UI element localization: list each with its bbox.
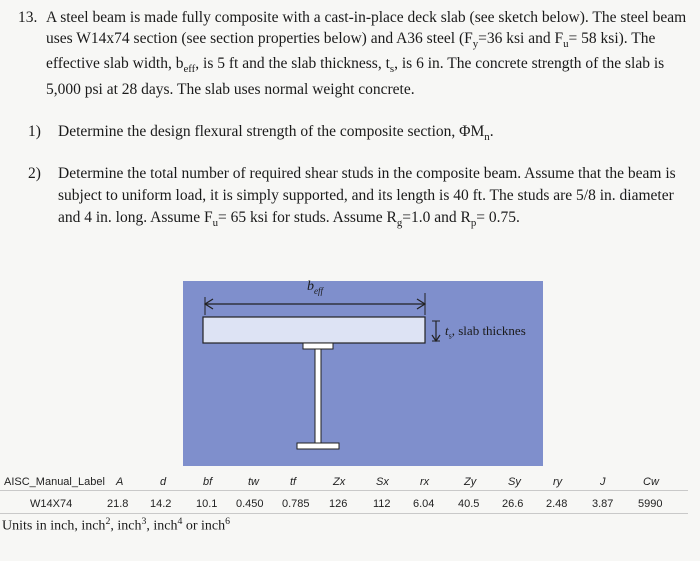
header-Sy: Sy [508, 476, 521, 488]
table-cell-Sx: 112 [373, 498, 391, 510]
i-beam-top-flange [303, 343, 333, 349]
beff-label: $b_{eff}$ [307, 279, 323, 296]
header-d: d [160, 476, 167, 488]
table-cell-tf: 0.785 [282, 498, 310, 510]
table-cell-label: W14X74 [30, 498, 73, 510]
problem-statement [18, 8, 690, 100]
i-beam-bottom-flange [297, 443, 339, 449]
table-cell-tw: 0.450 [236, 498, 264, 510]
header-Cw: Cw [643, 476, 659, 488]
table-cell-J: 3.87 [592, 498, 614, 510]
header-tw: tw [248, 476, 259, 488]
part-1: 1) Determine the design flexural strength of the composite section, $\Phi M_n$. [28, 123, 494, 144]
header-ry: ry [553, 476, 563, 488]
table-cell-Cw: 5990 [638, 498, 663, 510]
header-Sx: Sx [376, 476, 389, 488]
header-Zy: Zy [464, 476, 477, 488]
problem-intro: A steel beam is made fully composite with a cast-in-place deck slab (see sketch below). The steel beam uses W14x74 section (see section properties below) and A36 steel ($F_y=36$ ksi and $F_u= 58$ ksi). The effective slab width, $b_{eff}$, is 5 ft and the slab thickness, $t_s$, is 6 in. The concrete strength of the slab is 5,000 psi at 28 days. The slab uses normal weight concrete. [46, 9, 687, 98]
part-2: 2) Determine the total number of required shear studs in the composite beam. Assume that the beam is subject to uniform load, it is simply supported, and its length is 40 ft. The studs are 5/8 in. diameter and 4 in. long. Assume $F_u= 65$ ksi for studs. Assume $R_g=1.0$ and $R_p= 0.75$. [28, 165, 676, 230]
ts-label: $t_s$, slab thicknes [445, 323, 526, 341]
composite-section-sketch [183, 281, 543, 466]
problem-number: 13. [18, 9, 38, 26]
table-cell-Sy: 26.6 [502, 498, 524, 510]
table-cell-bf: 10.1 [196, 498, 218, 510]
table-cell-Zy: 40.5 [458, 498, 480, 510]
sketch-svg [183, 281, 543, 466]
header-bf: bf [203, 476, 213, 488]
table-divider [0, 490, 688, 491]
header-tf: tf [290, 476, 297, 488]
header-Zx: Zx [333, 476, 346, 488]
table-divider [0, 513, 688, 514]
table-cell-ry: 2.48 [546, 498, 568, 510]
part-1-text: Determine the design flexural strength of the composite section, ΦM [58, 123, 485, 140]
table-cell-d: 14.2 [150, 498, 172, 510]
table-cell-Zx: 126 [329, 498, 348, 510]
header-rx: rx [420, 476, 430, 488]
table-cell-A: 21.8 [107, 498, 129, 510]
header-J: J [600, 476, 606, 488]
header-A: A [116, 476, 124, 488]
part-1-label: 1) [28, 123, 41, 140]
part-2-text: Determine the total number of required shear studs in the composite beam. Assume that the beam is subject to uniform load, it is simply supported, and its length is 40 ft. The studs are 5/8 in. diameter and 4 in. long. Assume F [58, 165, 676, 226]
header-label: AISC_Manual_Label [4, 476, 105, 488]
table-cell-rx: 6.04 [413, 498, 435, 510]
units-note: Units in inch, inch$^2$, inch$^3$, inch$^4$ or inch$^6$ [2, 516, 231, 534]
part-2-label: 2) [28, 165, 41, 182]
i-beam-web [315, 349, 321, 443]
concrete-slab [203, 317, 425, 343]
